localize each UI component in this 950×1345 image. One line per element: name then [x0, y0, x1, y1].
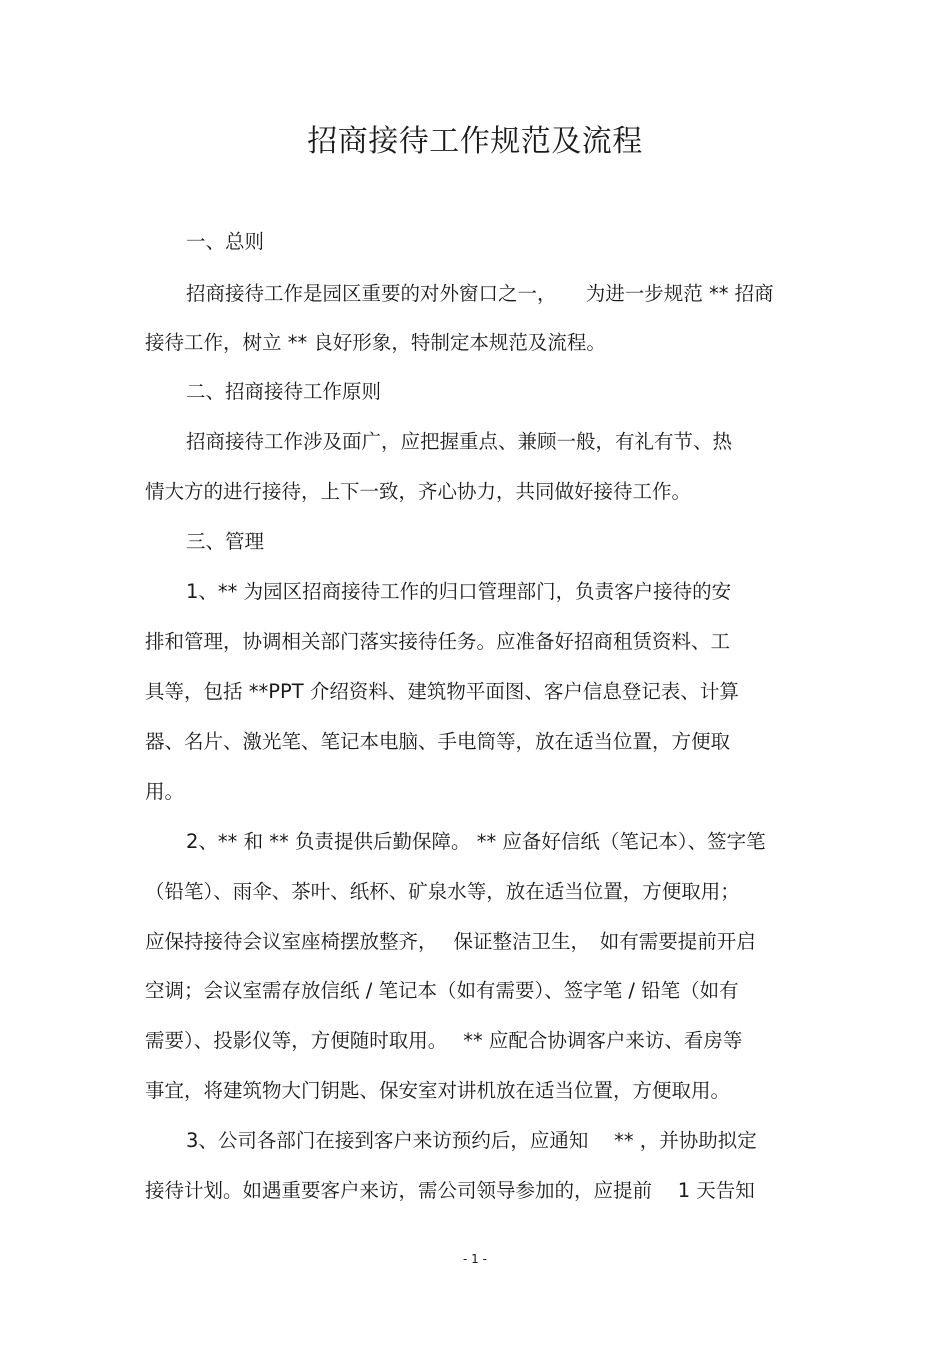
- section-heading-general: 一、总则: [186, 230, 265, 253]
- paragraph-line: 需要）、投影仪等，方便随时取用。 ** 应配合协调客户来访、看房等: [145, 1029, 743, 1052]
- section-heading-management: 三、管理: [186, 530, 265, 553]
- paragraph-line: 招商接待工作是园区重要的对外窗口之一， 为进一步规范 ** 招商: [186, 282, 774, 305]
- paragraph-line: 3、公司各部门在接到客户来访预约后，应通知 ** ，并协助拟定: [186, 1129, 757, 1152]
- paragraph-line: 事宜，将建筑物大门钥匙、保安室对讲机放在适当位置，方便取用。: [145, 1079, 731, 1102]
- paragraph-line: 用。: [145, 780, 185, 803]
- paragraph-line: 器、名片、激光笔、笔记本电脑、手电筒等，放在适当位置，方便取: [145, 730, 731, 753]
- paragraph-line: 应保持接待会议室座椅摆放整齐， 保证整洁卫生， 如有需要提前开启: [145, 930, 756, 953]
- paragraph-line: 情大方的进行接待，上下一致，齐心协力，共同做好接待工作。: [145, 480, 692, 503]
- paragraph-line: 2、** 和 ** 负责提供后勤保障。 ** 应备好信纸（笔记本）、签字笔: [186, 830, 766, 853]
- page-number: - 1 -: [463, 1252, 487, 1266]
- paragraph-line: 接待计划。如遇重要客户来访，需公司领导参加的，应提前 1 天告知: [145, 1179, 755, 1202]
- document-title: 招商接待工作规范及流程: [307, 124, 643, 159]
- paragraph-line: （铅笔）、雨伞、茶叶、纸杯、矿泉水等，放在适当位置，方便取用；: [145, 880, 740, 903]
- paragraph-line: 接待工作，树立 ** 良好形象，特制定本规范及流程。: [145, 331, 606, 354]
- section-heading-principles: 二、招商接待工作原则: [186, 380, 382, 403]
- paragraph-line: 具等，包括 **PPT 介绍资料、建筑物平面图、客户信息登记表、计算: [145, 680, 739, 703]
- paragraph-line: 招商接待工作涉及面广，应把握重点、兼顾一般，有礼有节、热: [186, 430, 733, 453]
- paragraph-line: 空调；会议室需存放信纸 / 笔记本（如有需要）、签字笔 / 铅笔（如有: [145, 979, 739, 1002]
- paragraph-line: 1、** 为园区招商接待工作的归口管理部门，负责客户接待的安: [186, 580, 732, 603]
- paragraph-line: 排和管理，协调相关部门落实接待任务。应准备好招商租赁资料、工: [145, 630, 731, 653]
